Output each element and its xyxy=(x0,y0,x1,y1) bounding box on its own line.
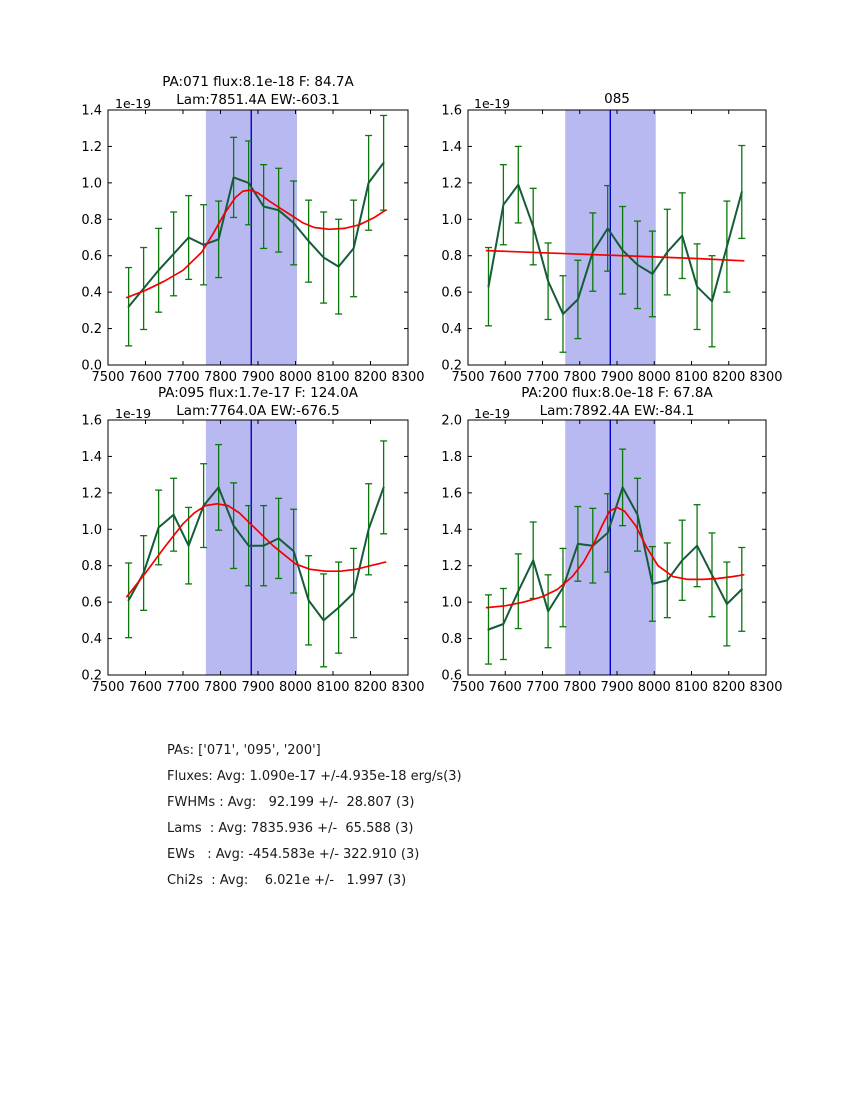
svg-text:8100: 8100 xyxy=(316,370,350,385)
subplot-4-title xyxy=(468,385,766,420)
svg-text:7800: 7800 xyxy=(563,680,597,695)
svg-text:8200: 8200 xyxy=(353,370,388,385)
summary-line-ews: EWs : Avg: -454.583e +/- 322.910 (3) xyxy=(167,847,420,862)
subplot-4-offset-label: 1e-19 xyxy=(474,406,511,421)
subplot-1-title-line2: Lam:7851.4A EW:-603.1 xyxy=(176,91,340,108)
svg-text:1.2: 1.2 xyxy=(441,176,462,192)
svg-text:0.2: 0.2 xyxy=(441,358,462,374)
svg-text:1.6: 1.6 xyxy=(81,413,102,429)
svg-text:8000: 8000 xyxy=(278,370,313,385)
svg-text:0.4: 0.4 xyxy=(81,632,102,648)
svg-text:1.2: 1.2 xyxy=(81,486,102,502)
svg-text:0.6: 0.6 xyxy=(81,249,102,265)
svg-text:7800: 7800 xyxy=(563,370,597,385)
svg-text:8300: 8300 xyxy=(391,680,425,695)
svg-text:8000: 8000 xyxy=(637,680,671,695)
svg-text:1.6: 1.6 xyxy=(441,103,462,119)
subplot-3 xyxy=(81,414,424,696)
svg-text:0.6: 0.6 xyxy=(81,595,102,611)
svg-text:7900: 7900 xyxy=(600,370,634,385)
subplot-2-title-line1: 085 xyxy=(604,91,630,107)
svg-text:7600: 7600 xyxy=(488,680,522,695)
svg-text:1.4: 1.4 xyxy=(441,522,462,538)
svg-text:8200: 8200 xyxy=(712,370,746,385)
svg-text:1.0: 1.0 xyxy=(441,212,462,228)
svg-text:7700: 7700 xyxy=(525,370,560,385)
svg-text:8100: 8100 xyxy=(674,680,709,695)
svg-text:1.2: 1.2 xyxy=(441,559,462,575)
svg-text:7600: 7600 xyxy=(128,680,163,695)
subplot-4-title-line1: PA:200 flux:8.0e-18 F: 67.8A xyxy=(521,385,713,401)
svg-text:0.6: 0.6 xyxy=(441,285,462,301)
subplot-2-title xyxy=(468,91,766,109)
summary-line-fwhms: FWHMs : Avg: 92.199 +/- 28.807 (3) xyxy=(167,795,415,810)
svg-text:7800: 7800 xyxy=(203,370,238,385)
svg-text:0.2: 0.2 xyxy=(81,668,102,684)
subplot-2 xyxy=(441,104,782,386)
svg-text:0.2: 0.2 xyxy=(81,322,102,338)
svg-text:8200: 8200 xyxy=(353,680,388,695)
svg-text:7900: 7900 xyxy=(241,370,275,385)
svg-text:8200: 8200 xyxy=(712,680,746,695)
svg-text:8300: 8300 xyxy=(749,370,783,385)
svg-text:0.4: 0.4 xyxy=(81,285,102,301)
subplot-1-offset-label: 1e-19 xyxy=(115,96,152,111)
svg-text:1.4: 1.4 xyxy=(81,103,102,119)
svg-text:8300: 8300 xyxy=(391,370,425,385)
svg-text:7500: 7500 xyxy=(451,680,485,695)
svg-text:7700: 7700 xyxy=(166,680,200,695)
subplot-3-title xyxy=(108,385,408,420)
subplot-3-offset-label: 1e-19 xyxy=(115,406,152,421)
summary-line-pas: PAs: ['071', '095', '200'] xyxy=(167,743,321,758)
subplot-1-title-line1: PA:071 flux:8.1e-18 F: 84.7A xyxy=(162,74,354,90)
svg-text:8100: 8100 xyxy=(316,680,350,695)
subplot-1 xyxy=(81,104,424,386)
svg-text:1.0: 1.0 xyxy=(81,176,102,192)
svg-text:1.8: 1.8 xyxy=(441,449,462,465)
svg-text:1.4: 1.4 xyxy=(441,139,462,155)
subplot-4-title-line2: Lam:7892.4A EW:-84.1 xyxy=(539,402,695,419)
svg-text:7500: 7500 xyxy=(451,370,485,385)
svg-text:7900: 7900 xyxy=(241,680,275,695)
svg-text:2.0: 2.0 xyxy=(441,413,462,429)
svg-text:0.4: 0.4 xyxy=(441,322,462,338)
svg-text:8000: 8000 xyxy=(637,370,671,385)
svg-text:1.0: 1.0 xyxy=(81,522,102,538)
subplot-2-offset-label: 1e-19 xyxy=(474,96,511,111)
svg-text:0.8: 0.8 xyxy=(441,632,462,648)
svg-text:8000: 8000 xyxy=(278,680,313,695)
svg-text:7700: 7700 xyxy=(166,370,200,385)
svg-text:8100: 8100 xyxy=(674,370,709,385)
svg-text:7700: 7700 xyxy=(525,680,560,695)
svg-text:8300: 8300 xyxy=(749,680,783,695)
svg-text:0.6: 0.6 xyxy=(441,668,462,684)
svg-text:1.2: 1.2 xyxy=(81,139,102,155)
svg-text:7600: 7600 xyxy=(128,370,163,385)
svg-text:7500: 7500 xyxy=(91,680,125,695)
svg-text:7500: 7500 xyxy=(91,370,125,385)
summary-line-lams: Lams : Avg: 7835.936 +/- 65.588 (3) xyxy=(167,821,414,836)
subplot-3-title-line1: PA:095 flux:1.7e-17 F: 124.0A xyxy=(157,385,359,401)
svg-text:7900: 7900 xyxy=(600,680,634,695)
summary-line-fluxes: Fluxes: Avg: 1.090e-17 +/-4.935e-18 erg/s(3) xyxy=(167,769,462,784)
summary-block xyxy=(167,738,462,894)
summary-line-chi2s: Chi2s : Avg: 6.021e +/- 1.997 (3) xyxy=(167,873,407,888)
svg-text:1.6: 1.6 xyxy=(441,486,462,502)
svg-text:0.0: 0.0 xyxy=(81,358,102,374)
svg-text:0.8: 0.8 xyxy=(81,212,102,228)
svg-text:1.4: 1.4 xyxy=(81,449,102,465)
svg-text:1.0: 1.0 xyxy=(441,595,462,611)
subplot-4 xyxy=(441,414,782,696)
subplot-3-title-line2: Lam:7764.0A EW:-676.5 xyxy=(176,402,340,419)
svg-text:0.8: 0.8 xyxy=(81,559,102,575)
svg-text:0.8: 0.8 xyxy=(441,249,462,265)
svg-text:7600: 7600 xyxy=(488,370,522,385)
svg-text:7800: 7800 xyxy=(203,680,238,695)
subplot-1-title xyxy=(108,74,408,109)
